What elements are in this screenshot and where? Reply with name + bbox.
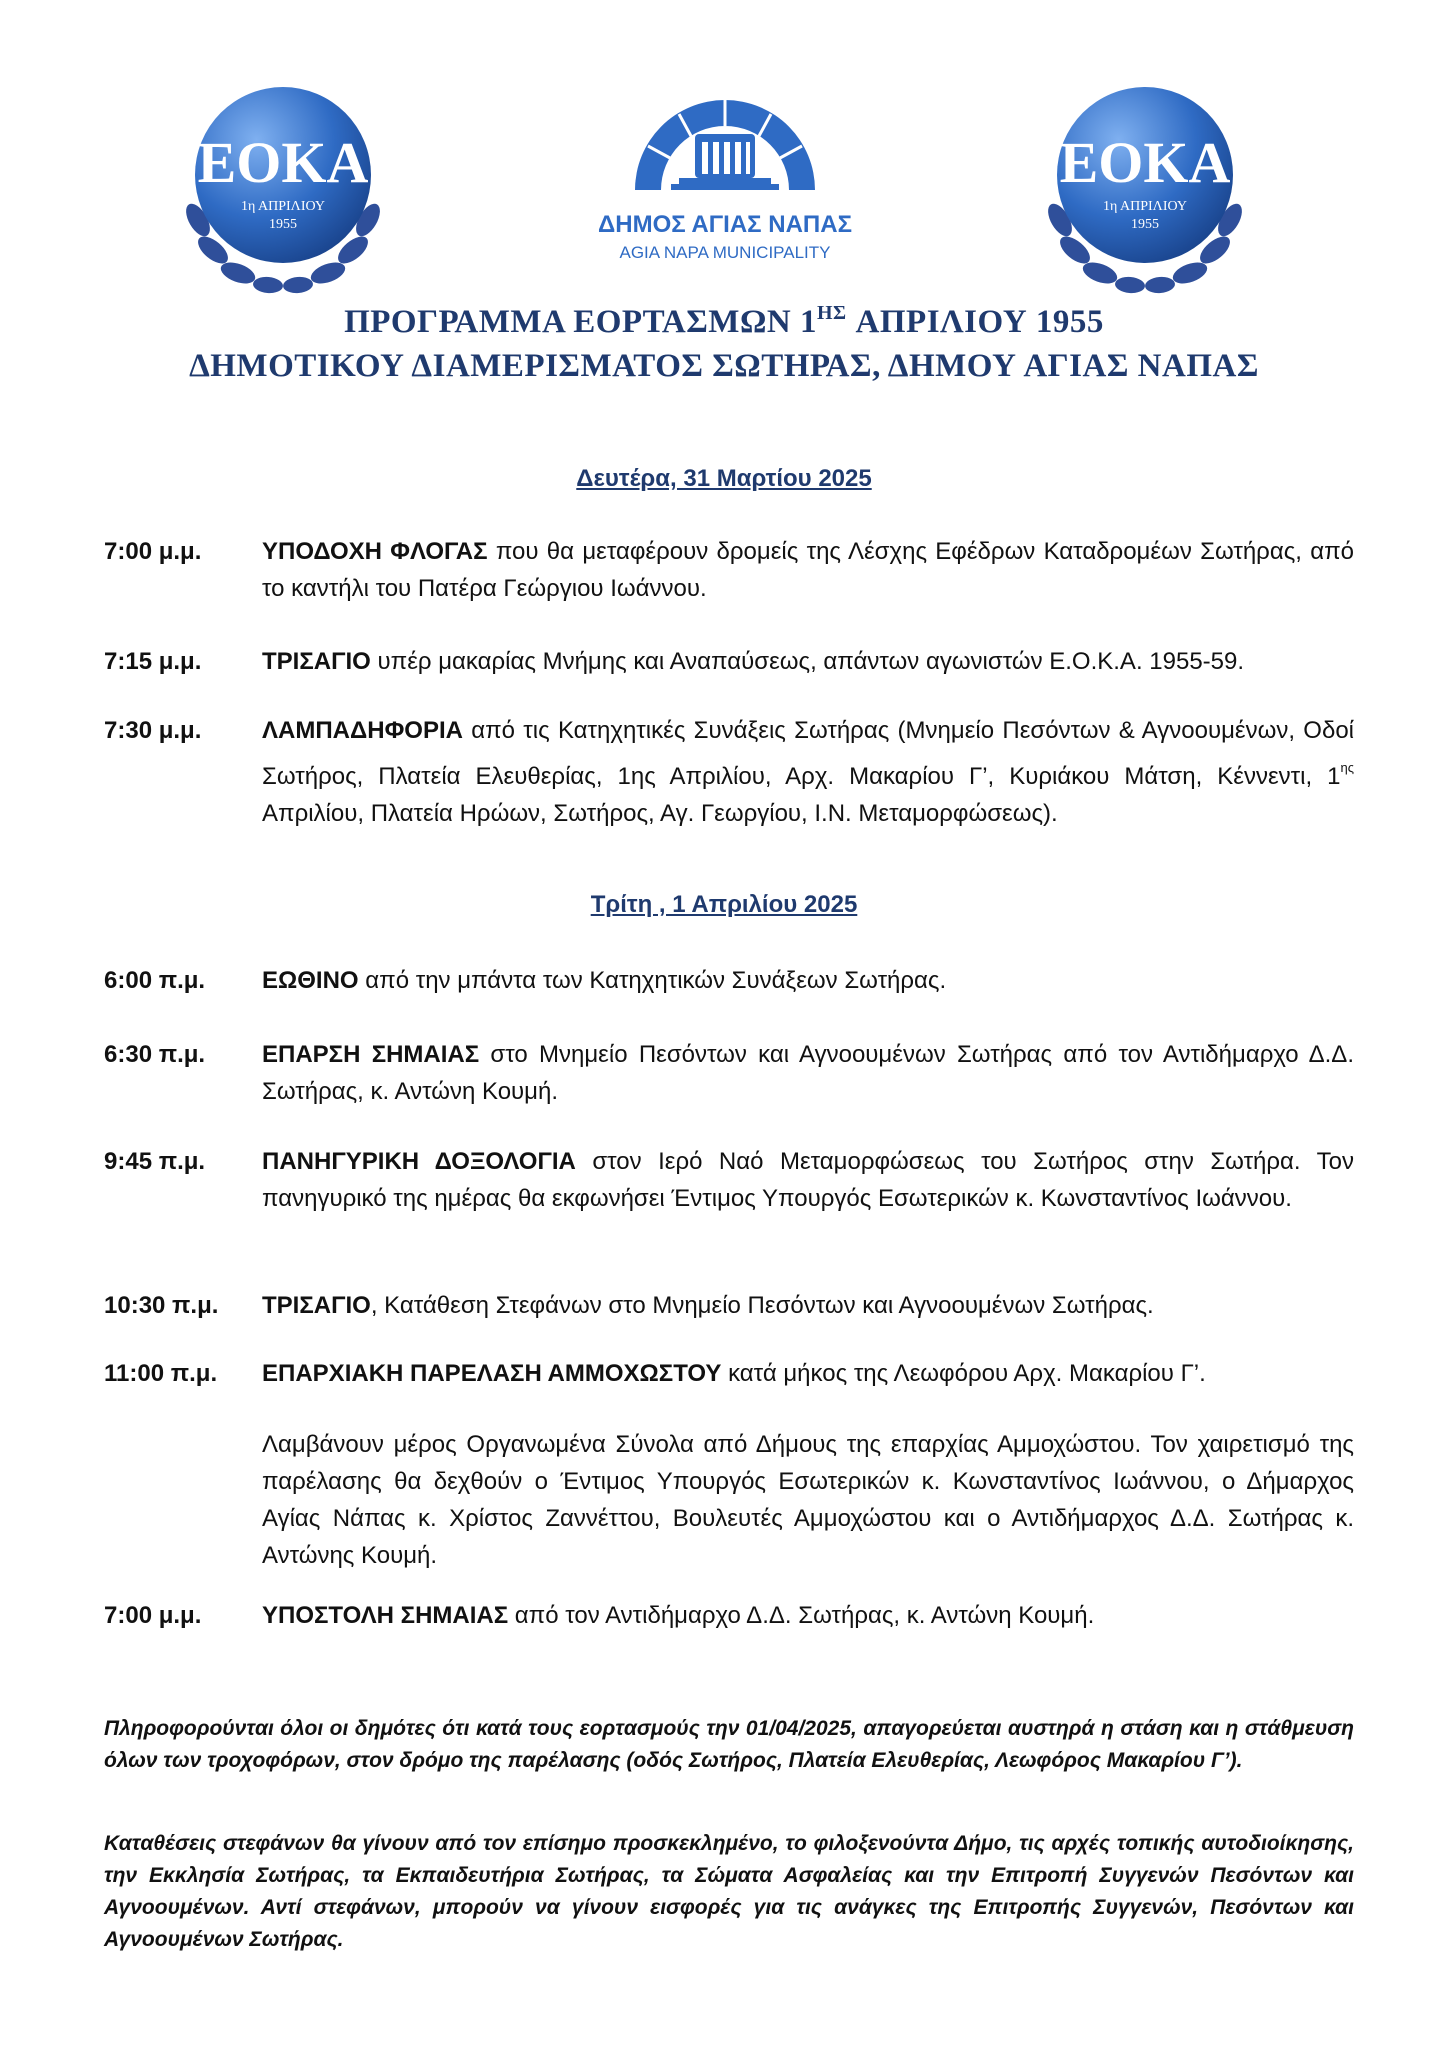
title-part-a: ΠΡΟΓΡΑΜΜΑ ΕΟΡΤΑΣΜΩΝ 1 [344, 304, 817, 340]
entry-description [262, 1143, 1354, 1217]
entry-highlight: ΤΡΙΣΑΓΙΟ [262, 1292, 371, 1319]
entry-highlight: ΕΩΘΙΝΟ [262, 967, 359, 994]
entry-text: υπέρ μακαρίας Μνήμης και Αναπαύσεως, απάντων αγωνιστών Ε.Ο.Κ.Α. 1955-59. [370, 648, 1245, 675]
logo-bar [0, 20, 1448, 280]
entry-highlight: ΠΑΝΗΓΥΡΙΚΗ ΔΟΞΟΛΟΓΙΑ [262, 1148, 576, 1175]
svg-text:1955: 1955 [1131, 217, 1159, 232]
entry-time: 7:00 μ.μ. [104, 1602, 202, 1629]
eoka-right-logo [1030, 70, 1260, 300]
entry-text: Λαμβάνουν μέρος Οργανωμένα Σύνολα από Δήμους της επαρχίας Αμμοχώστου. Τον χαιρετισμό της παρέλασης θα δεχθούν ο Έντιμος Υπουργός Εσωτερικών κ. Κωνσταντίνος Ιωάννου, ο Δήμαρχος Αγίας Νάπας κ. Χρίστος Ζαννέττου, Βουλευτές Αμμοχώστου και ο Αντιδήμαρχος Δ.Δ. Σωτήρας κ. Αντώνης Κουμή. [262, 1431, 1354, 1569]
svg-text:ΕΟΚΑ: ΕΟΚΑ [197, 130, 369, 195]
entry-description [262, 1036, 1354, 1110]
entry-superscript: ης [1340, 760, 1354, 775]
entry-description [262, 1287, 1354, 1324]
svg-text:AGIA NAPA MUNICIPALITY: AGIA NAPA MUNICIPALITY [619, 243, 831, 262]
entry-highlight: ΥΠΟΣΤΟΛΗ ΣΗΜΑΙΑΣ [262, 1602, 509, 1629]
entry-text: στο Μνημείο Πεσόντων και Αγνοουμένων Σωτήρας από τον Αντιδήμαρχο Δ.Δ. Σωτήρας, κ. Αντώνη Κουμή. [262, 1041, 1354, 1105]
entry-description [262, 1355, 1354, 1392]
entry-time: 7:00 μ.μ. [104, 538, 202, 565]
day-heading-monday: Δευτέρα, 31 Μαρτίου 2025 [576, 465, 872, 492]
eoka-left-logo [168, 70, 398, 300]
entry-time: 6:30 π.μ. [104, 1041, 206, 1068]
entry-highlight: ΤΡΙΣΑΓΙΟ [262, 648, 371, 675]
entry-time: 9:45 π.μ. [104, 1148, 206, 1175]
municipality-logo [575, 40, 875, 280]
entry-text: , Κατάθεση Στεφάνων στο Μνημείο Πεσόντων και Αγνοουμένων Σωτήρας. [370, 1292, 1154, 1319]
entry-highlight: ΕΠΑΡΧΙΑΚΗ ΠΑΡΕΛΑΣΗ ΑΜΜΟΧΩΣΤΟΥ [262, 1360, 722, 1387]
notice-parking: Πληροφορούνται όλοι οι δημότες ότι κατά τους εορτασμούς την 01/04/2025, απαγορεύεται αυστηρά η στάση και η στάθμευση όλων των τροχοφόρων, στον δρόμο της παρέλασης (οδός Σωτήρος, Πλατεία Ελευθερίας, Λεωφόρος Μακαρίου Γ’). [104, 1717, 1354, 1772]
entry-text: που θα μεταφέρουν δρομείς της Λέσχης Εφέδρων Καταδρομέων Σωτήρας, από το καντήλι του Πατέρα Γεώργιου Ιωάννου. [262, 538, 1355, 602]
entry-time: 7:15 μ.μ. [104, 648, 202, 675]
entry-text: κατά μήκος της Λεωφόρου Αρχ. Μακαρίου Γ’. [721, 1360, 1206, 1387]
entry-description [262, 712, 1354, 832]
entry-description [262, 1597, 1354, 1634]
entry-description [262, 533, 1354, 607]
entry-description [262, 962, 1354, 999]
entry-description [262, 1426, 1354, 1574]
entry-time: 6:00 π.μ. [104, 967, 206, 994]
svg-text:ΔΗΜΟΣ ΑΓΙΑΣ ΝΑΠΑΣ: ΔΗΜΟΣ ΑΓΙΑΣ ΝΑΠΑΣ [598, 211, 852, 238]
entry-text: από την μπάντα των Κατηχητικών Συνάξεων Σωτήρας. [358, 967, 947, 994]
entry-text: από τον Αντιδήμαρχο Δ.Δ. Σωτήρας, κ. Αντώνη Κουμή. [508, 1602, 1095, 1629]
page-title-line2: ΔΗΜΟΤΙΚΟΥ ΔΙΑΜΕΡΙΣΜΑΤΟΣ ΣΩΤΗΡΑΣ, ΔΗΜΟΥ ΑΓΙΑΣ ΝΑΠΑΣ [189, 348, 1259, 384]
title-superscript: ΗΣ [816, 302, 847, 324]
entry-time: 11:00 π.μ. [104, 1360, 218, 1387]
notice-wreaths: Καταθέσεις στεφάνων θα γίνουν από τον επίσημο προσκεκλημένο, το φιλοξενούντα Δήμο, τις αρχές τοπικής αυτοδιοίκησης, την Εκκλησία Σωτήρας, τα Εκπαιδευτήρια Σωτήρας, τα Σώματα Ασφαλείας και την Επιτροπή Συγγενών Πεσόντων και Αγνοουμένων. Αντί στεφάνων, μπορούν να γίνουν εισφορές για τις ανάγκες της Επιτροπής Συγγενών, Πεσόντων και Αγνοουμένων Σωτήρας. [104, 1832, 1354, 1951]
svg-text:1η ΑΠΡΙΛΙΟΥ: 1η ΑΠΡΙΛΙΟΥ [240, 199, 326, 214]
svg-text:ΕΟΚΑ: ΕΟΚΑ [1059, 130, 1231, 195]
entry-text: από τις Κατηχητικές Συνάξεις Σωτήρας (Μνημείο Πεσόντων & Αγνοουμένων, Οδοί Σωτήρος, Πλατεία Ελευθερίας, 1ης Απριλίου, Αρχ. Μακαρίου Γ’, Κυριάκου Μάτση, Κέννεντι, 1 [262, 717, 1354, 790]
entry-highlight: ΥΠΟΔΟΧΗ ΦΛΟΓΑΣ [262, 538, 488, 565]
title-part-b: ΑΠΡΙΛΙΟΥ 1955 [855, 304, 1104, 340]
entry-time: 7:30 μ.μ. [104, 717, 202, 744]
page-title-line1 [0, 302, 1448, 341]
entry-text-continued: Απριλίου, Πλατεία Ηρώων, Σωτήρος, Αγ. Γεωργίου, Ι.Ν. Μεταμορφώσεως). [262, 800, 1058, 827]
svg-text:1955: 1955 [269, 217, 297, 232]
entry-highlight: ΛΑΜΠΑΔΗΦΟΡΙΑ [262, 717, 463, 744]
entry-time: 10:30 π.μ. [104, 1292, 219, 1319]
entry-highlight: ΕΠΑΡΣΗ ΣΗΜΑΙΑΣ [262, 1041, 480, 1068]
entry-text: στον Ιερό Ναό Μεταμορφώσεως του Σωτήρος στην Σωτήρα. Τον πανηγυρικό της ημέρας θα εκφωνήσει Έντιμος Υπουργός Εσωτερικών κ. Κωνσταντίνος Ιωάννου. [262, 1148, 1354, 1212]
day-heading-tuesday: Τρίτη , 1 Απριλίου 2025 [590, 891, 858, 918]
svg-text:1η ΑΠΡΙΛΙΟΥ: 1η ΑΠΡΙΛΙΟΥ [1102, 199, 1188, 214]
entry-description [262, 643, 1354, 680]
